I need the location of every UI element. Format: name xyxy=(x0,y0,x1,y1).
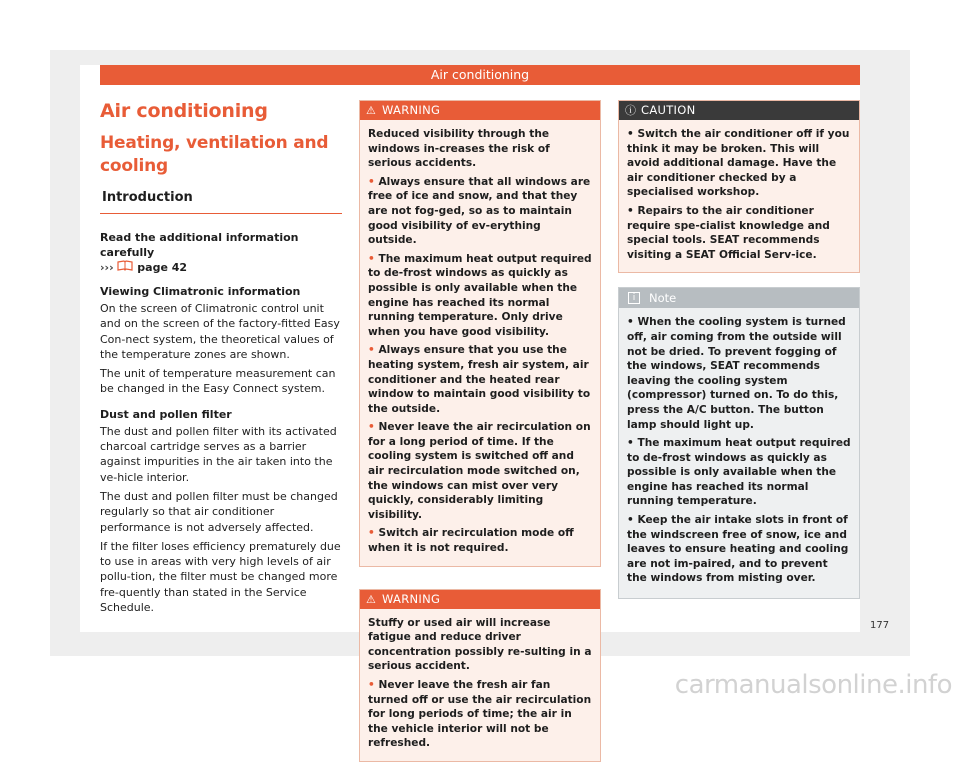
warning-item: • Always ensure that you use the heating system, fresh air system, air conditioner and the heated rear window to maintain good visibility to the outside. xyxy=(368,344,591,415)
climatronic-paragraph-2: The unit of temperature measurement can be changed in the Easy Connect system. xyxy=(100,367,336,396)
warning-box-body xyxy=(360,120,600,566)
bullet-icon: • xyxy=(368,344,379,357)
caution-box-body xyxy=(619,120,859,272)
bullet-icon: • xyxy=(368,421,379,434)
page-reference[interactable]: page 42 xyxy=(137,261,188,274)
note-item: • When the cooling system is turned off, air coming from the outside will not be dried. To prevent fogging of the windows, SEAT recommends leaving the cooling system (compressor) turned on. To do this, press the A/C button. The button lamp should light up. xyxy=(627,316,846,431)
note-box-body xyxy=(619,308,859,598)
chapter-header: Air conditioning xyxy=(100,65,860,85)
warning-item: • Never leave the air recirculation on for a long period of time. If the cooling system is switched off and air recirculation mode switched on, the windows can mist over very quickly, considerably limiting visibility. xyxy=(368,421,591,521)
warning-box-header xyxy=(360,101,600,120)
bullet-icon: • xyxy=(627,514,638,527)
bullet-icon: • xyxy=(368,679,379,691)
filter-paragraph-2: The dust and pollen filter must be changed regularly so that air conditioner performance is not adversely affected. xyxy=(100,489,338,534)
middle-column xyxy=(359,100,601,776)
warning-item: • Switch air recirculation mode off when it is not required. xyxy=(368,527,574,555)
warning-intro: Reduced visibility through the windows in-creases the risk of serious accidents. xyxy=(368,128,550,170)
bullet-icon: • xyxy=(627,128,638,140)
caution-item: • Switch the air conditioner off if you think it may be broken. This will avoid additional damage. Have the air conditioner checked by a specialised workshop. xyxy=(627,128,850,199)
watermark-logo: carmanualsonline.info xyxy=(674,670,952,700)
warning-intro: Stuffy or used air will increase fatigue and reduce driver concentration possibly re-sulting in a serious accident. xyxy=(368,616,592,673)
warning-title: WARNING xyxy=(382,591,441,606)
bullet-icon: • xyxy=(627,204,638,217)
note-box-header xyxy=(619,288,859,308)
left-column xyxy=(100,100,342,619)
caution-box xyxy=(618,100,860,273)
warning-triangle-icon: ⚠ xyxy=(366,104,377,117)
climatronic-paragraph-1: On the screen of Climatronic control unit and on the screen of the factory-fitted Easy Con-nect system, the theoretical values of the temperature zones are shown. xyxy=(100,302,340,361)
topic-title: Introduction xyxy=(100,184,342,214)
caution-item: • Repairs to the air conditioner require spe-cialist knowledge and special tools. SEAT recommends visiting a SEAT Official Serv-ice. xyxy=(627,204,830,261)
note-item: • The maximum heat output required to de-frost windows as quickly as possible is only available when the engine has reached its normal running temperature. xyxy=(627,437,851,508)
additional-info-text: Read the additional information carefully xyxy=(100,231,299,259)
additional-info-note xyxy=(100,230,342,275)
caution-title: CAUTION xyxy=(641,103,696,117)
bullet-icon: • xyxy=(368,175,379,188)
filter-heading: Dust and pollen filter xyxy=(100,407,232,421)
bullet-icon: • xyxy=(627,316,638,329)
bullet-icon: • xyxy=(368,252,379,265)
page-number: 177 xyxy=(870,620,890,631)
section-title: Air conditioning xyxy=(100,100,268,122)
filter-paragraph-3: If the filter loses efficiency prematurely due to use in areas with very high levels of air pollu-tion, the filter must be changed more fre-quently than stated in the Service Schedule. xyxy=(100,539,341,615)
warning-item: • Never leave the fresh air fan turned off or use the air recirculation for long periods of time; the air in the vehicle interior will not be refreshed. xyxy=(368,679,592,750)
climatronic-heading: Viewing Climatronic information xyxy=(100,285,301,298)
note-item: • Keep the air intake slots in front of the windscreen free of snow, ice and leaves to ensure heating and cooling are not im-paired, and to prevent the windows from misting over. xyxy=(627,514,849,585)
warning-box-air xyxy=(359,589,601,762)
note-title: Note xyxy=(649,291,677,306)
warning-box-body xyxy=(360,609,600,761)
filter-paragraph-1: The dust and pollen filter with its activated charcoal cartridge serves as a barrier against impurities in the air taken into the ve-hicle interior. xyxy=(100,424,337,484)
warning-box-visibility xyxy=(359,100,601,567)
note-box xyxy=(618,287,860,599)
bullet-icon: • xyxy=(627,437,638,450)
caution-box-header xyxy=(619,101,859,120)
warning-item: • The maximum heat output required to de-frost windows as quickly as possible is only available when the engine has reached its normal running temperature. Only drive when you have good visibility. xyxy=(368,252,592,338)
note-info-icon: i xyxy=(628,292,640,304)
right-column xyxy=(618,100,860,599)
book-icon xyxy=(117,261,137,274)
subsection-title: Heating, ventilation and cooling xyxy=(100,133,329,176)
bullet-icon: • xyxy=(368,527,379,540)
warning-title: WARNING xyxy=(382,103,441,117)
warning-triangle-icon: ⚠ xyxy=(366,592,377,606)
info-circle-icon: ⓘ xyxy=(625,104,637,117)
reference-arrows: ››› xyxy=(100,261,114,274)
warning-box-header xyxy=(360,590,600,609)
warning-item: • Always ensure that all windows are free of ice and snow, and that they are not fog-ged, so as to maintain good visibility of ev-erything outside. xyxy=(368,175,591,247)
